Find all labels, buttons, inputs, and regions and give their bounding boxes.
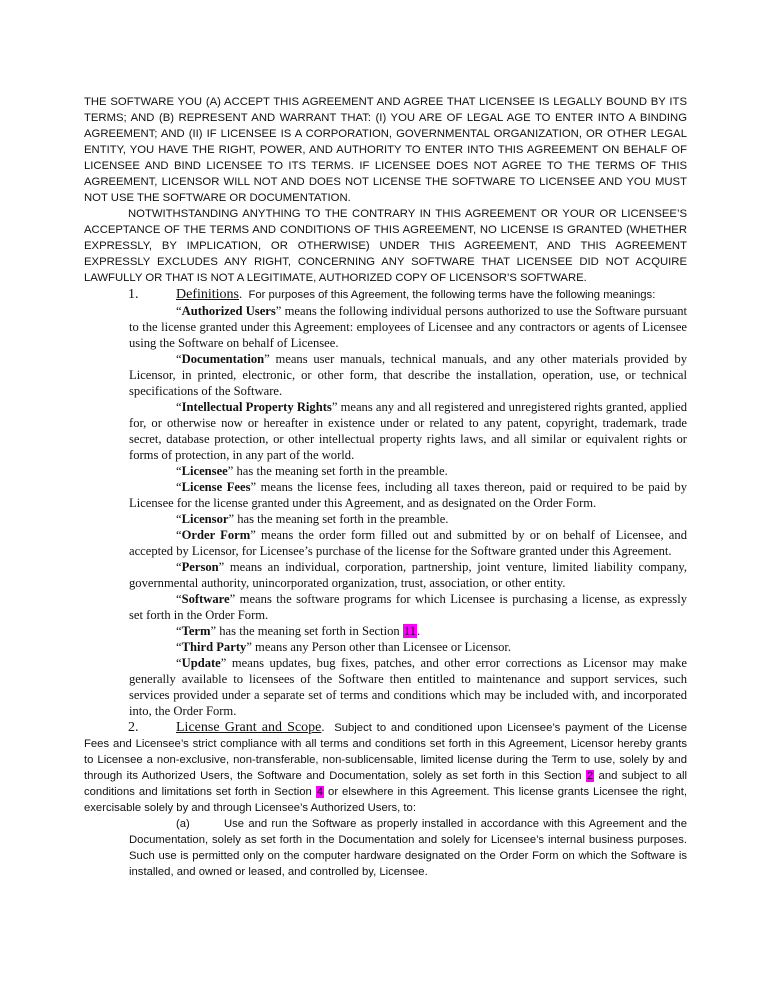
definition-text: means updates, bug fixes, patches, and other error corrections as Licensor may make generally available to licensees of the Software then entitled to maintenance and support services, such services provided under a separate set of terms and conditions which may be included with, and incorporated into, the Order Form.	[129, 656, 687, 718]
document-page	[84, 94, 687, 880]
section-reference-link[interactable]: 11	[403, 624, 417, 638]
definition-term: Licensee	[181, 464, 228, 478]
section-2a-text: Use and run the Software as properly installed in accordance with this Agreement and the Documentation, solely as set forth in the Documentation and solely for Licensee’s internal business purposes. Such use is permitted only on the computer hardware designated on the Order Form on which the Software is installed, and owned or leased, and controlled by, Licensee.	[129, 818, 687, 878]
definition-item: “Order Form” means the order form filled out and submitted by or on behalf of Licensee, and accepted by Licensor, for Licensee’s purchase of the license for the Software granted under this Agreement.	[129, 528, 687, 558]
definition-term: Intellectual Property Rights	[181, 400, 332, 414]
preamble-paragraph-2: NOTWITHSTANDING ANYTHING TO THE CONTRARY IN THIS AGREEMENT OR YOUR OR LICENSEE’S ACCEPTANCE OF THE TERMS AND CONDITIONS OF THIS AGREEMENT, NO LICENSE IS GRANTED (WHETHER EXPRESSLY, BY IMPLICATION, OR OTHERWISE) UNDER THIS AGREEMENT, AND THIS AGREEMENT EXPRESSLY EXCLUDES ANY RIGHT, CONCERNING ANY SOFTWARE THAT LICENSEE DID NOT ACQUIRE LAWFULLY OR THAT IS NOT A LEGITIMATE, AUTHORIZED COPY OF LICENSOR’S SOFTWARE.	[84, 208, 687, 284]
section-1-heading	[84, 286, 687, 303]
section-2-text: or elsewhere in this Agreement. This license grants Licensee the right, exercisable solely by and through Licensee’s Authorized Users, to:	[84, 786, 688, 814]
section-2a-paragraph	[129, 816, 687, 880]
definition-item: “Person” means an individual, corporation, partnership, joint venture, limited liability company, governmental authority, unincorporated organization, trust, association, or other entity.	[129, 560, 687, 590]
section-reference-link[interactable]: 4	[316, 786, 324, 798]
section-1-title-punct: .	[239, 287, 243, 301]
section-2a-label: (a)	[176, 818, 190, 830]
definition-term: Licensor	[181, 512, 229, 526]
definition-term: Documentation	[181, 352, 265, 366]
section-2-text: and subject to all conditions and limitations set forth in Section	[84, 770, 688, 798]
definition-term: Order Form	[181, 528, 251, 542]
definition-term: License Fees	[181, 480, 251, 494]
definition-item: “Third Party” means any Person other than Licensee or Licensor.	[176, 640, 512, 654]
definition-text: means the order form filled out and submitted by or on behalf of Licensee, and accepted by Licensor, for Licensee’s purchase of the license for the Software granted under this Agreement.	[129, 528, 687, 558]
definition-term: Authorized Users	[181, 304, 276, 318]
section-reference-link[interactable]: 2	[586, 770, 594, 782]
definition-item: “License Fees” means the license fees, including all taxes thereon, paid or required to be paid by Licensee for the license granted under this Agreement, and as designated on the Order Form.	[129, 480, 687, 510]
definition-text: has the meaning set forth in the preamble.	[233, 464, 448, 478]
definition-item: “Software” means the software programs for which Licensee is purchasing a license, as expressly set forth in the Order Form.	[129, 592, 687, 622]
definition-text: has the meaning set forth in the preamble.	[234, 512, 449, 526]
definition-text: means the license fees, including all taxes thereon, paid or required to be paid by Licensee for the license granted under this Agreement, and as designated on the Order Form.	[129, 480, 687, 510]
definition-item: “Intellectual Property Rights” means any and all registered and unregistered rights granted, applied for, or otherwise now or hereafter in existence under or related to any patent, copyright, trademark, trade secret, database protection, or other intellectual property rights laws, and all similar or equivalent rights or forms of protection, in any part of the world.	[129, 400, 687, 462]
definition-text-end: .	[417, 624, 421, 638]
definition-text: means any Person other than Licensee or Licensor.	[251, 640, 512, 654]
definitions-list	[129, 303, 687, 719]
section-1-intro: For purposes of this Agreement, the following terms have the following meanings:	[248, 289, 656, 301]
section-2-paragraph	[84, 719, 687, 816]
definition-item: “Licensee” has the meaning set forth in the preamble.	[176, 464, 448, 478]
definition-item: “Licensor” has the meaning set forth in the preamble.	[176, 512, 449, 526]
definition-text: means the following individual persons authorized to use the Software pursuant to the license granted under this Agreement: employees of Licensee and any contractors or agents of Licensee using the Software on behalf of Licensee.	[129, 304, 687, 350]
section-2-number: 2.	[128, 720, 139, 735]
definition-item: “Documentation” means user manuals, technical manuals, and any other materials provided by Licensor, in printed, electronic, or other form, that describe the installation, operation, use, or technical specifications of the Software.	[129, 352, 687, 398]
definition-term: Update	[181, 656, 221, 670]
definition-term: Term	[181, 624, 211, 638]
definition-term: Person	[181, 560, 219, 574]
section-2-text: Subject to and conditioned upon Licensee’s payment of the License Fees and Licensee’s strict compliance with all terms and conditions set forth in this Agreement, Licensor hereby grants to Licensee a non-exclusive, non-transferable, non-sublicensable, limited license during the Term to use, solely by and through its Authorized Users, the Software and Documentation, solely as set forth in this Section	[84, 722, 687, 782]
definition-text: means the software programs for which Licensee is purchasing a license, as expressly set forth in the Order Form.	[129, 592, 687, 622]
definition-text: means user manuals, technical manuals, and any other materials provided by Licensor, in printed, electronic, or other form, that describe the installation, operation, use, or technical specifications of the Software.	[129, 352, 687, 398]
definition-text: means an individual, corporation, partnership, joint venture, limited liability company, governmental authority, unincorporated organization, trust, association, or other entity.	[129, 560, 687, 590]
section-1-title: Definitions	[176, 287, 239, 302]
section-2-title-punct: .	[321, 720, 325, 734]
definition-item: “Authorized Users” means the following individual persons authorized to use the Software pursuant to the license granted under this Agreement: employees of Licensee and any contractors or agents of Licensee using the Software on behalf of Licensee.	[129, 304, 687, 350]
preamble-paragraph-1: THE SOFTWARE YOU (A) ACCEPT THIS AGREEMENT AND AGREE THAT LICENSEE IS LEGALLY BOUND BY ITS TERMS; AND (B) REPRESENT AND WARRANT THAT: (I) YOU ARE OF LEGAL AGE TO ENTER INTO A BINDING AGREEMENT; AND (II) IF LICENSEE IS A CORPORATION, GOVERNMENTAL ORGANIZATION, OR OTHER LEGAL ENTITY, YOU HAVE THE RIGHT, POWER, AND AUTHORITY TO ENTER INTO THIS AGREEMENT ON BEHALF OF LICENSEE AND BIND LICENSEE TO ITS TERMS. IF LICENSEE DOES NOT AGREE TO THE TERMS OF THIS AGREEMENT, LICENSOR WILL NOT AND DOES NOT LICENSE THE SOFTWARE TO LICENSEE AND YOU MUST NOT USE THE SOFTWARE OR DOCUMENTATION.	[84, 96, 687, 204]
definition-term: Third Party	[181, 640, 247, 654]
definition-item: “Term” has the meaning set forth in Section 11.	[176, 624, 421, 638]
section-1-number: 1.	[128, 287, 139, 302]
section-2-title: License Grant and Scope	[176, 720, 322, 735]
definition-item: “Update” means updates, bug fixes, patches, and other error corrections as Licensor may make generally available to licensees of the Software then entitled to maintenance and support services, such services provided under a separate set of terms and conditions which may be included with, and incorporated into, the Order Form.	[129, 656, 687, 718]
definition-term: Software	[181, 592, 230, 606]
definition-text: has the meaning set forth in Section	[216, 624, 403, 638]
definition-text: means any and all registered and unregistered rights granted, applied for, or otherwise now or hereafter in existence under or related to any patent, copyright, trademark, trade secret, database protection, or other intellectual property rights laws, and all similar or equivalent rights or forms of protection, in any part of the world.	[129, 400, 687, 462]
